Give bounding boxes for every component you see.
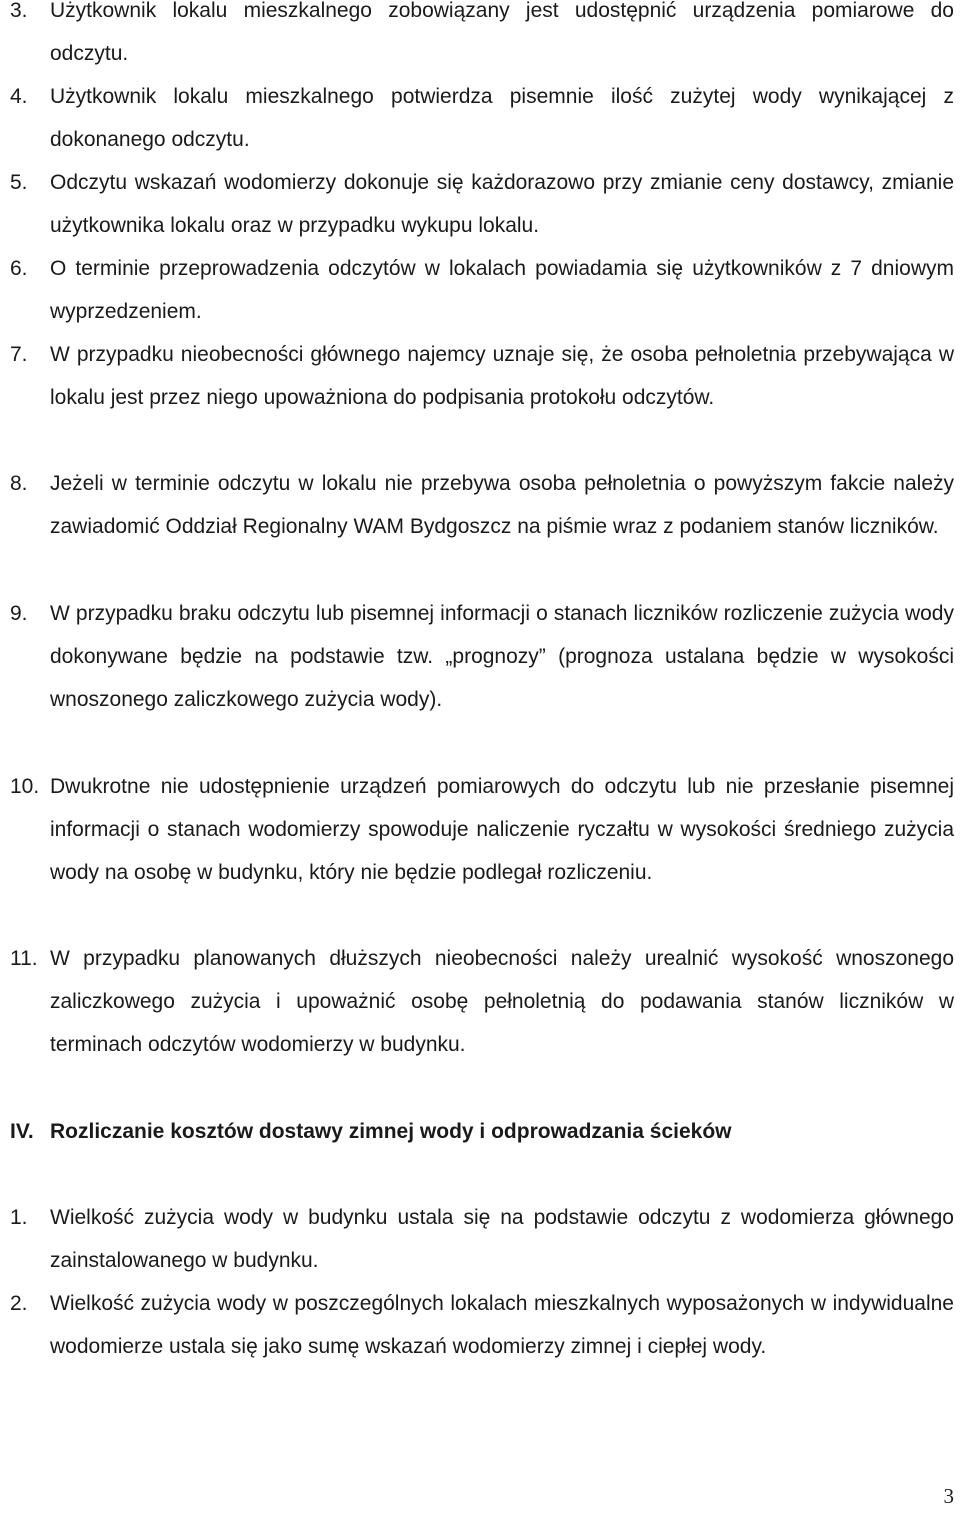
list-item <box>10 765 954 894</box>
list-item-text: W przypadku planowanych dłuższych nieobecności należy urealnić wysokość wnoszonego zaliczkowego zużycia i upoważnić osobę pełnoletnią do podawania stanów liczników w terminach odczytów wodomierzy w budynku. <box>50 947 954 1056</box>
list-item-text: W przypadku nieobecności głównego najemcy uznaje się, że osoba pełnoletnia przebywająca w lokalu jest przez niego upoważniona do podpisania protokołu odczytów. <box>50 343 954 409</box>
list-item-number: 6. <box>10 257 28 280</box>
list-item <box>10 462 954 548</box>
list-item <box>10 1196 954 1282</box>
page-number: 3 <box>943 1484 954 1508</box>
list-item-text: Wielkość zużycia wody w poszczególnych lokalach mieszkalnych wyposażonych w indywidualne wodomierze ustala się jako sumę wskazań wodomierzy zimnej i ciepłej wody. <box>50 1292 954 1358</box>
list-item-number: 9. <box>10 602 28 625</box>
section-heading <box>10 1110 954 1153</box>
section-title: Rozliczanie kosztów dostawy zimnej wody i odprowadzania ścieków <box>50 1120 732 1143</box>
list-item <box>10 333 954 419</box>
list-item-number: 4. <box>10 85 28 108</box>
list-item-number: 3. <box>10 0 28 22</box>
section-number: IV. <box>10 1120 34 1143</box>
list-item-text: Dwukrotne nie udostępnienie urządzeń pomiarowych do odczytu lub nie przesłanie pisemnej informacji o stanach wodomierzy spowoduje naliczenie ryczałtu w wysokości średniego zużycia wody na osobę w budynku, który nie będzie podlegał rozliczeniu. <box>50 775 954 884</box>
list-item <box>10 0 954 75</box>
list-item-text: Odczytu wskazań wodomierzy dokonuje się każdorazowo przy zmianie ceny dostawcy, zmianie użytkownika lokalu oraz w przypadku wykupu lokalu. <box>50 171 954 237</box>
list-item-number: 8. <box>10 472 28 495</box>
list-item <box>10 161 954 247</box>
list-item-number: 7. <box>10 343 28 366</box>
list-item-text: Jeżeli w terminie odczytu w lokalu nie przebywa osoba pełnoletnia o powyższym fakcie należy zawiadomić Oddział Regionalny WAM Bydgoszcz na piśmie wraz z podaniem stanów liczników. <box>50 472 954 538</box>
list-item-text: Użytkownik lokalu mieszkalnego potwierdza pisemnie ilość zużytej wody wynikającej z dokonanego odczytu. <box>50 85 954 151</box>
list-item <box>10 592 954 721</box>
list-item <box>10 247 954 333</box>
list-item <box>10 75 954 161</box>
list-item-text: W przypadku braku odczytu lub pisemnej informacji o stanach liczników rozliczenie zużycia wody dokonywane będzie na podstawie tzw. „prognozy” (prognoza ustalana będzie w wysokości wnoszonego zaliczkowego zużycia wody). <box>50 602 954 711</box>
list-item-text: Użytkownik lokalu mieszkalnego zobowiązany jest udostępnić urządzenia pomiarowe do odczytu. <box>50 0 954 65</box>
list-item-text: Wielkość zużycia wody w budynku ustala się na podstawie odczytu z wodomierza głównego zainstalowanego w budynku. <box>50 1206 954 1272</box>
list-item-number: 2. <box>10 1292 28 1315</box>
list-item-number: 5. <box>10 171 28 194</box>
list-item-number: 11. <box>10 947 38 970</box>
list-item <box>10 937 954 1066</box>
list-item-number: 10. <box>10 775 40 798</box>
list-item <box>10 1282 954 1368</box>
list-item-text: O terminie przeprowadzenia odczytów w lokalach powiadamia się użytkowników z 7 dniowym wyprzedzeniem. <box>50 257 954 323</box>
list-item-number: 1. <box>10 1206 28 1229</box>
